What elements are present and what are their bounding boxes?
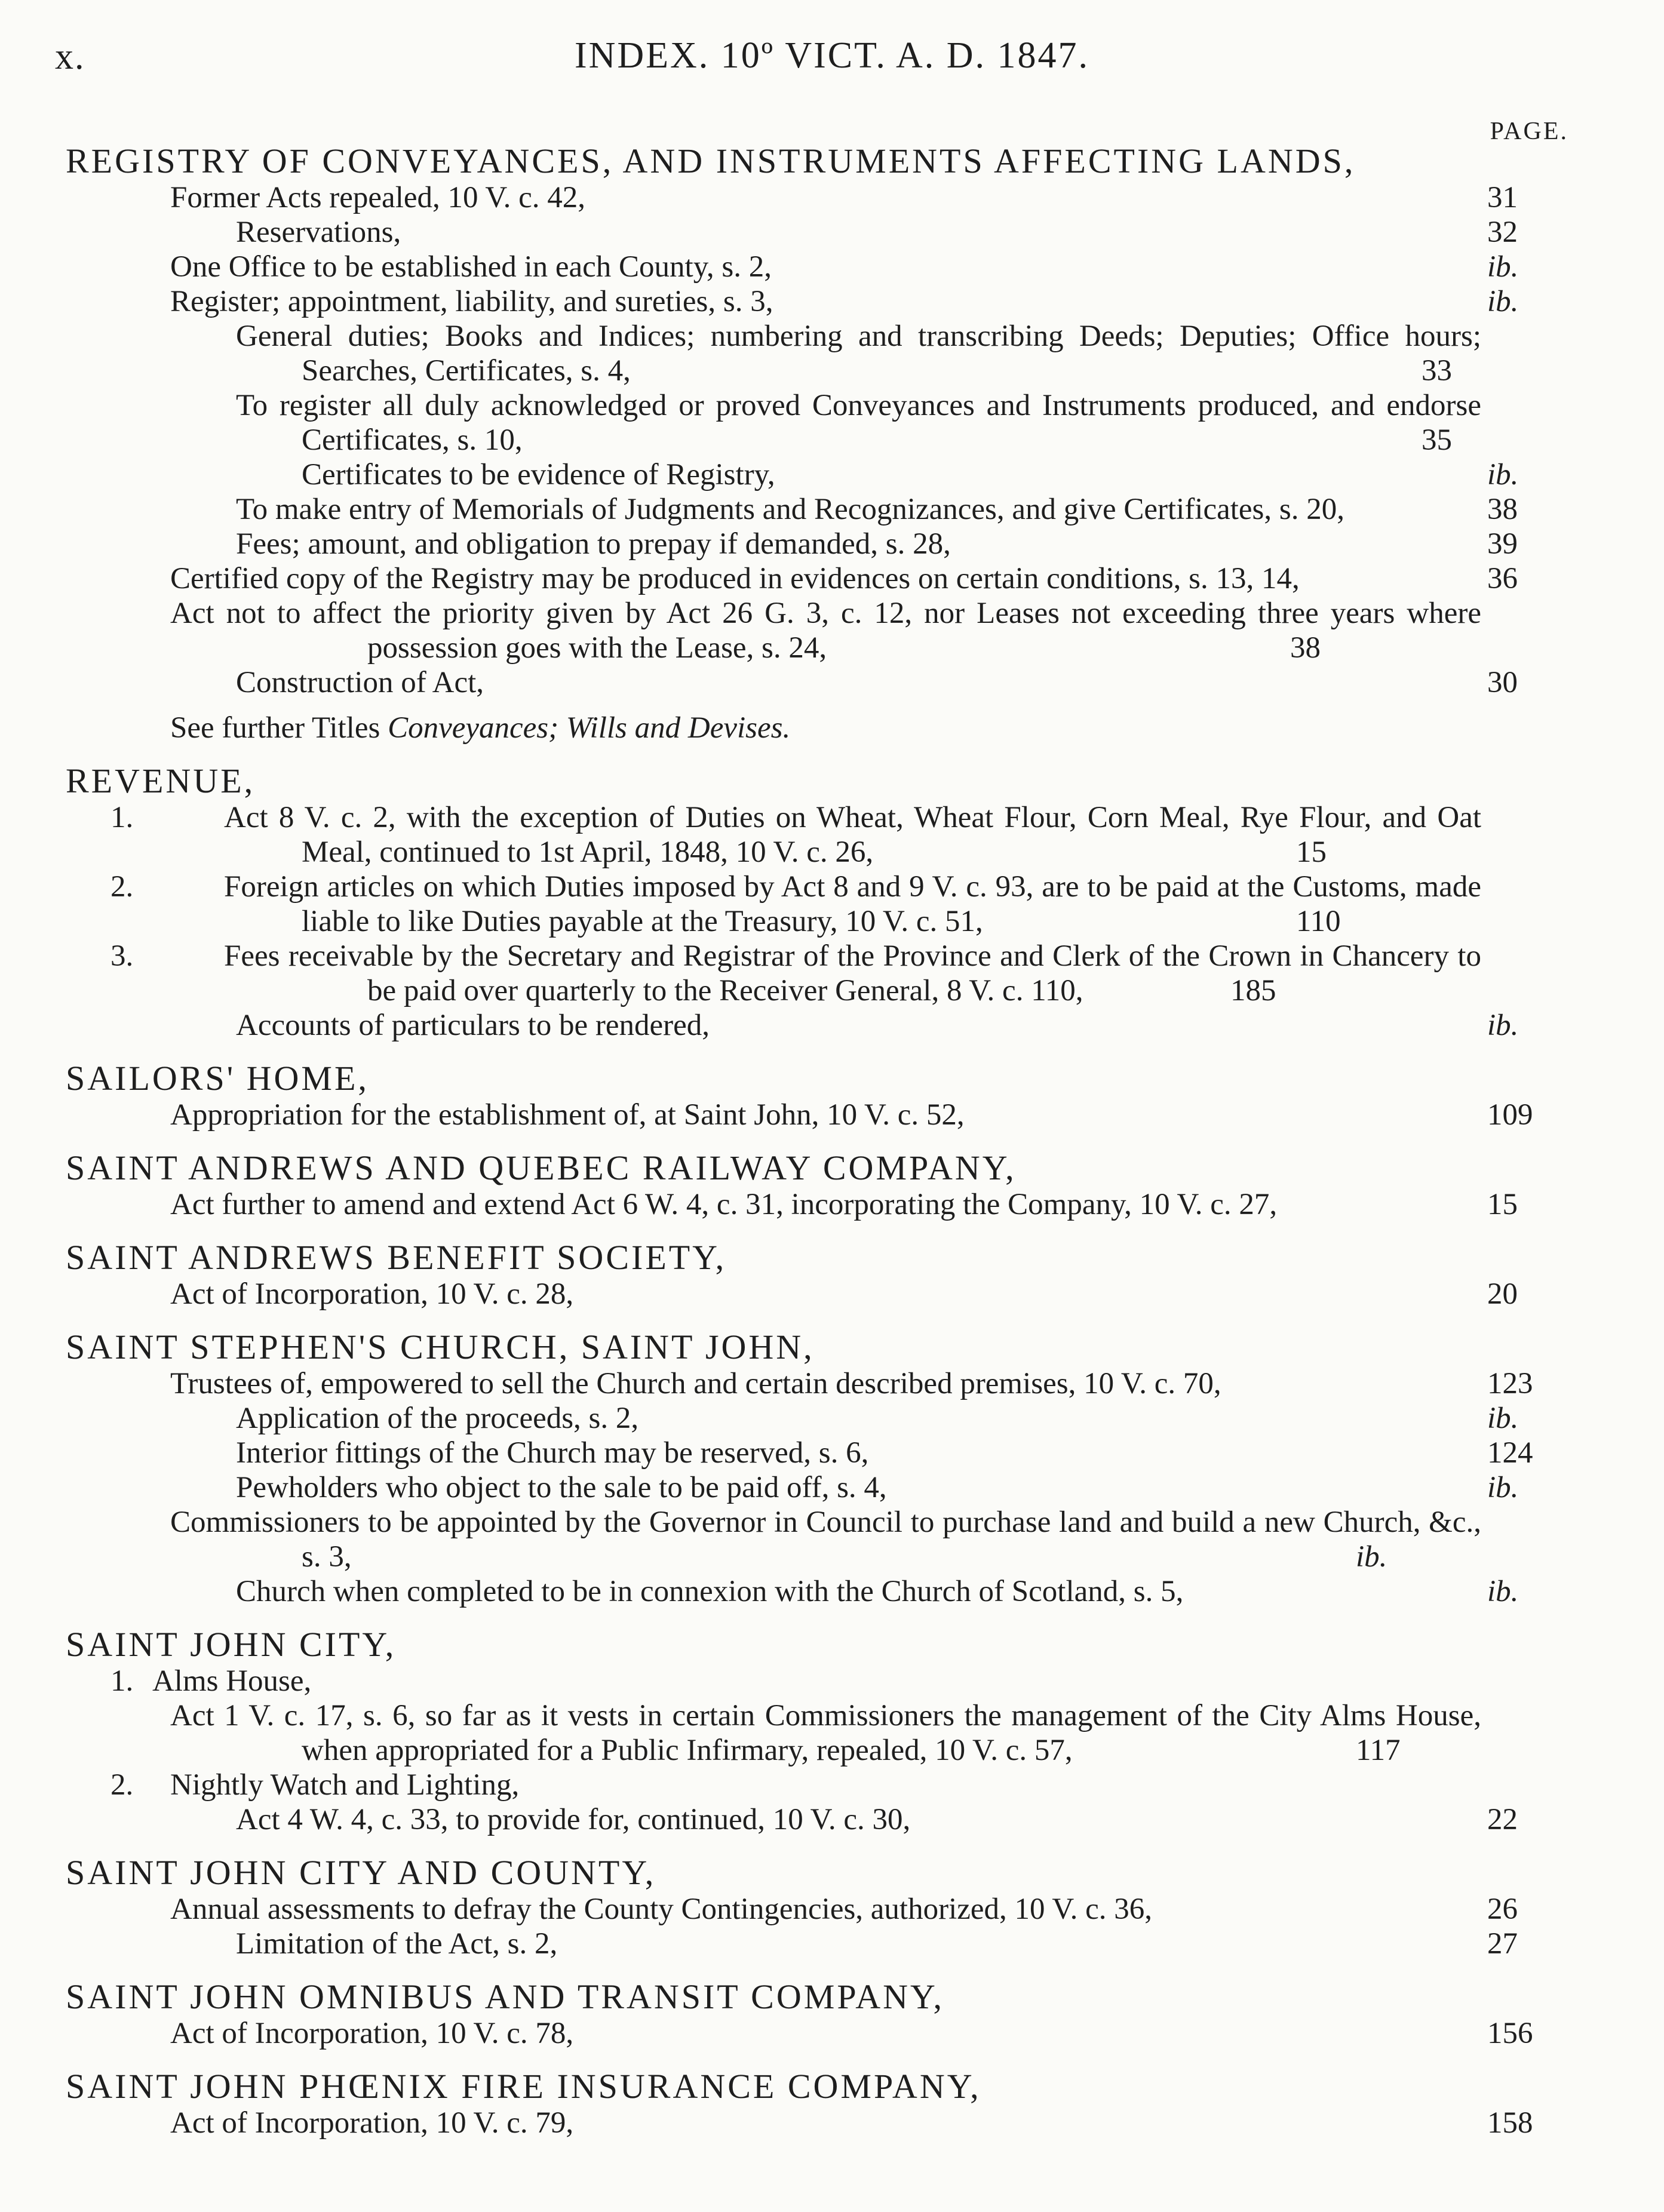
index-entry [66,1277,1583,1311]
see-further [66,711,1583,745]
entry-page: 35 [1422,423,1452,457]
index-entry [66,319,1583,388]
entry-page: 20 [1487,1277,1518,1311]
index-list [66,142,1583,2157]
entry-page: 30 [1487,666,1518,699]
index-entry [66,215,1583,250]
section-heading: SAINT JOHN CITY AND COUNTY, [66,1853,656,1892]
entry-text: Appropriation for the establishment of, at Saint John, 10 V. c. 52, [170,1098,965,1132]
index-entry [66,596,1583,665]
entry-text: Act 1 V. c. 17, s. 6, so far as it vests in certain Commissioners the management of the City Alms House, when appropriated for a Public Infirmary, repealed, 10 V. c. 57, [170,1699,1481,1767]
index-entry [66,250,1583,284]
entry-text: Foreign articles on which Duties imposed by Act 8 and 9 V. c. 93, are to be paid at the Customs, made liable to like Duties payable at the Treasury, 10 V. c. 51, [224,870,1481,938]
entry-text: Reservations, [236,216,401,249]
entry-page: 36 [1487,562,1518,595]
index-section-st-stephens-church [66,1328,1583,1609]
entry-page: 32 [1487,216,1518,249]
entry-number: 2. [110,1768,134,1802]
index-entry [66,2016,1583,2051]
entry-text: Act further to amend and extend Act 6 W. 4, c. 31, incorporating the Company, 10 V. c. 27, [170,1188,1278,1221]
index-entry [66,457,1583,492]
entry-page: 110 [1296,905,1341,938]
entry-number: 2. [110,870,134,904]
index-section-omnibus-company [66,1978,1583,2051]
entry-page: 117 [1356,1734,1401,1767]
entry-text: Register; appointment, liability, and sureties, s. 3, [170,285,773,318]
index-section-st-andrews-benefit [66,1239,1583,1311]
entry-page: ib. [1356,1540,1387,1574]
section-heading: SAILORS' HOME, [66,1059,369,1098]
entry-page: ib. [1487,1575,1519,1608]
entry-text: To register all duly acknowledged or proved Conveyances and Instruments produced, and endorse Certificates, s. 10, [236,389,1481,457]
index-entry [66,1802,1583,1837]
entry-page: ib. [1487,285,1519,318]
section-heading: SAINT JOHN CITY, [66,1625,397,1664]
entry-text: Fees; amount, and obligation to prepay if demanded, s. 28, [236,527,951,561]
index-entry [66,1401,1583,1436]
index-section-saint-john-city-county [66,1854,1583,1961]
entry-page: 15 [1296,835,1327,869]
page-column-label: PAGE. [1490,118,1568,145]
entry-text: Certified copy of the Registry may be produced in evidences on certain conditions, s. 13, 14, [170,562,1300,595]
entry-text: Act 4 W. 4, c. 33, to provide for, continued, 10 V. c. 30, [236,1803,911,1836]
entry-text: Act 8 V. c. 2, with the exception of Duties on Wheat, Wheat Flour, Corn Meal, Rye Flour, and Oat Meal, continued to 1st April, 1848, 10 V. c. 26, [224,801,1481,869]
index-entry [66,492,1583,527]
section-heading: SAINT ANDREWS BENEFIT SOCIETY, [66,1238,727,1277]
entry-number: 1. [110,1664,134,1698]
index-entry [66,800,1583,870]
entry-page: 33 [1422,354,1452,388]
entry-text: Trustees of, empowered to sell the Church and certain described premises, 10 V. c. 70, [170,1367,1221,1400]
index-entry [66,1436,1583,1470]
entry-text: Act of Incorporation, 10 V. c. 79, [170,2106,574,2140]
entry-page: 109 [1487,1098,1533,1132]
section-heading: REVENUE, [66,761,256,800]
index-entry [66,284,1583,319]
index-entry [66,1366,1583,1401]
index-entry [66,939,1583,1008]
entry-page: 158 [1487,2106,1533,2140]
index-entry [66,665,1583,700]
entry-text: General duties; Books and Indices; numbering and transcribing Deeds; Deputies; Office hours; Searches, Certificates, s. 4, [236,319,1481,388]
index-entry [66,1892,1583,1927]
index-entry [66,1698,1583,1768]
entry-page: 38 [1290,631,1321,665]
entry-number: 1. [110,801,134,834]
entry-page: ib. [1487,1009,1519,1042]
entry-text: Accounts of particulars to be rendered, [236,1009,710,1042]
section-heading: SAINT ANDREWS AND QUEBEC RAILWAY COMPANY, [66,1148,1017,1187]
entry-page: 185 [1230,974,1276,1007]
entry-page: ib. [1487,1471,1519,1504]
entry-number: 3. [110,939,134,973]
entry-text: Fees receivable by the Secretary and Registrar of the Province and Clerk of the Crown in Chancery to be paid over quarterly to the Receiver General, 8 V. c. 110, [224,939,1481,1007]
entry-page: 31 [1487,181,1518,214]
entry-page: ib. [1487,250,1519,284]
entry-text: Former Acts repealed, 10 V. c. 42, [170,181,585,214]
entry-text: Nightly Watch and Lighting, [170,1768,520,1802]
index-entry [66,1664,1583,1698]
entry-page: 39 [1487,527,1518,561]
entry-page: ib. [1487,1402,1519,1435]
index-entry [66,1098,1583,1132]
index-entry [66,180,1583,215]
entry-text: Limitation of the Act, s. 2, [236,1927,558,1961]
entry-page: 38 [1487,493,1518,526]
entry-page: 123 [1487,1367,1533,1400]
index-entry [66,2106,1583,2140]
page-number-roman: x. [55,36,85,77]
entry-text: Act of Incorporation, 10 V. c. 28, [170,1277,574,1311]
index-section-sailors-home [66,1059,1583,1132]
entry-page: ib. [1487,458,1519,491]
index-entry [66,561,1583,596]
see-prefix: See further Titles [170,711,380,745]
entry-text: Construction of Act, [236,666,484,699]
index-entry [66,870,1583,939]
index-entry [66,1187,1583,1222]
index-section-revenue [66,762,1583,1043]
entry-text: Act not to affect the priority given by Act 26 G. 3, c. 12, nor Leases not exceeding three years where possession goes with the Lease, s. 24, [170,597,1481,665]
index-entry [66,388,1583,457]
entry-page: 15 [1487,1188,1518,1221]
entry-page: 156 [1487,2017,1533,2050]
index-entry [66,1008,1583,1043]
entry-page: 124 [1487,1436,1533,1470]
entry-page: 26 [1487,1893,1518,1926]
index-entry [66,1470,1583,1505]
see-titles: Conveyances; Wills and Devises. [388,711,791,745]
page-title: INDEX. 10º VICT. A. D. 1847. [574,35,1090,76]
section-heading: SAINT STEPHEN'S CHURCH, SAINT JOHN, [66,1328,815,1366]
section-heading: SAINT JOHN OMNIBUS AND TRANSIT COMPANY, [66,1977,944,2016]
index-entry [66,1574,1583,1609]
entry-text: Act of Incorporation, 10 V. c. 78, [170,2017,574,2050]
entry-text: Alms House, [152,1664,312,1698]
entry-text: One Office to be established in each County, s. 2, [170,250,772,284]
entry-text: Pewholders who object to the sale to be paid off, s. 4, [236,1471,887,1504]
index-entry [66,1505,1583,1574]
entry-page: 27 [1487,1927,1518,1961]
index-entry [66,1927,1583,1961]
index-section-registry [66,142,1583,745]
index-section-phoenix-fire-insurance [66,2067,1583,2140]
index-section-st-andrews-railway [66,1149,1583,1222]
entry-text: Application of the proceeds, s. 2, [236,1402,639,1435]
index-section-saint-john-city [66,1626,1583,1837]
entry-text: Certificates to be evidence of Registry, [302,458,775,491]
entry-text: Annual assessments to defray the County Contingencies, authorized, 10 V. c. 36, [170,1893,1153,1926]
index-entry [66,527,1583,561]
entry-text: Commissioners to be appointed by the Governor in Council to purchase land and build a new Church, &c., s. 3, [170,1506,1481,1574]
entry-text: Church when completed to be in connexion with the Church of Scotland, s. 5, [236,1575,1184,1608]
section-heading: SAINT JOHN PHŒNIX FIRE INSURANCE COMPANY, [66,2067,981,2106]
entry-text: Interior fittings of the Church may be reserved, s. 6, [236,1436,869,1470]
index-entry [66,1768,1583,1802]
section-heading: REGISTRY OF CONVEYANCES, AND INSTRUMENTS AFFECTING LANDS, [66,142,1356,180]
entry-page: 22 [1487,1803,1518,1836]
entry-text: To make entry of Memorials of Judgments and Recognizances, and give Certificates, s. 20, [236,493,1344,526]
